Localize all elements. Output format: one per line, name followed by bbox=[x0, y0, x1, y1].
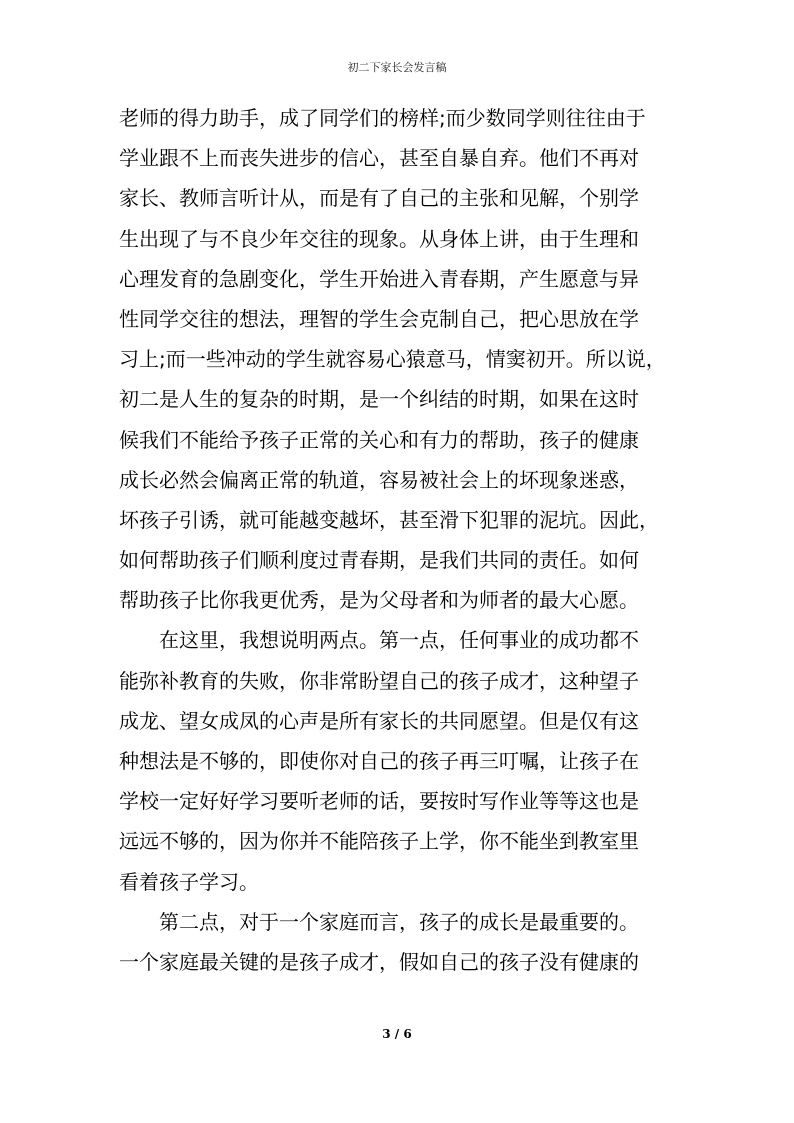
text-line: 能弥补教育的失败，你非常盼望自己的孩子成才，这种望子 bbox=[119, 668, 639, 693]
text-line: 成龙、望女成凤的心声是所有家长的共同愿望。但是仅有这 bbox=[119, 708, 639, 733]
text-line: 帮助孩子比你我更优秀，是为父母者和为师者的最大心愿。 bbox=[119, 588, 639, 613]
text-line: 习上;而一些冲动的学生就容易心猿意马，情窦初开。所以说， bbox=[119, 347, 666, 372]
paragraph-start-line: 第二点，对于一个家庭而言，孩子的成长是最重要的。 bbox=[159, 909, 639, 934]
text-line: 初二是人生的复杂的时期，是一个纠结的时期，如果在这时 bbox=[119, 387, 639, 412]
text-line: 如何帮助孩子们顺利度过青春期，是我们共同的责任。如何 bbox=[119, 548, 639, 573]
text-line: 学业跟不上而丧失进步的信心，甚至自暴自弃。他们不再对 bbox=[119, 146, 639, 171]
text-line: 学校一定好好学习要听老师的话，要按时写作业等等这也是 bbox=[119, 789, 639, 814]
text-line: 看着孩子学习。 bbox=[119, 869, 259, 894]
text-line: 心理发育的急剧变化，学生开始进入青春期，产生愿意与异 bbox=[119, 266, 639, 291]
text-line: 性同学交往的想法，理智的学生会克制自己，把心思放在学 bbox=[119, 306, 639, 331]
paragraph-start-line: 在这里，我想说明两点。第一点，任何事业的成功都不 bbox=[159, 628, 639, 653]
text-line: 一个家庭最关键的是孩子成才，假如自己的孩子没有健康的 bbox=[119, 949, 639, 974]
text-line: 老师的得力助手，成了同学们的榜样;而少数同学则往往由于 bbox=[119, 106, 646, 130]
text-line: 坏孩子引诱，就可能越变越坏，甚至滑下犯罪的泥坑。因此， bbox=[119, 507, 659, 532]
text-line: 种想法是不够的，即使你对自己的孩子再三叮嘱，让孩子在 bbox=[119, 749, 639, 773]
text-line: 成长必然会偏离正常的轨道，容易被社会上的坏现象迷惑， bbox=[119, 467, 639, 492]
text-line: 远远不够的，因为你并不能陪孩子上学，你不能坐到教室里 bbox=[119, 829, 639, 854]
text-line: 候我们不能给予孩子正常的关心和有力的帮助，孩子的健康 bbox=[119, 427, 639, 452]
text-line: 生出现了与不良少年交往的现象。从身体上讲，由于生理和 bbox=[119, 226, 639, 251]
page-header-title: 初二下家长会发言稿 bbox=[347, 61, 447, 74]
page-number: 3 / 6 bbox=[382, 1027, 412, 1041]
document-body bbox=[119, 98, 679, 982]
text-line: 家长、教师言听计从，而是有了自己的主张和见解，个别学 bbox=[119, 186, 639, 211]
